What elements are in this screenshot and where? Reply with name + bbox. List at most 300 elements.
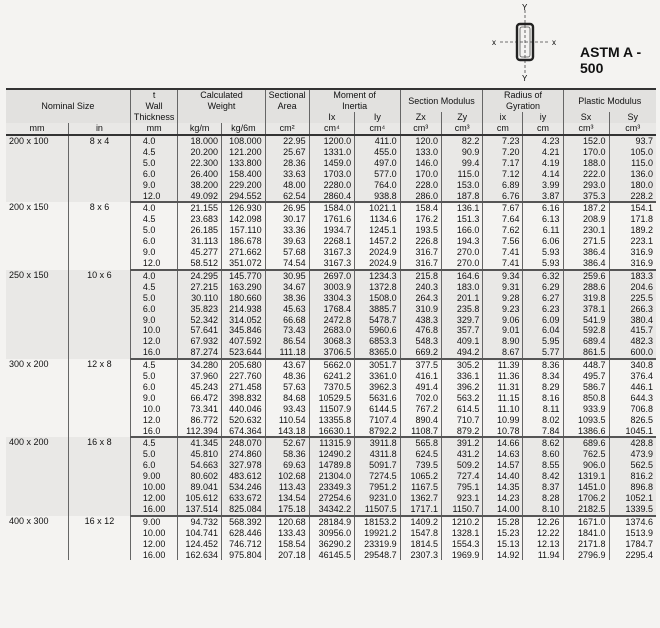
table-cell: 73.341 — [178, 404, 222, 415]
table-row — [6, 135, 656, 147]
table-cell: 201.1 — [442, 293, 483, 304]
table-row — [6, 516, 656, 528]
table-cell: 69.63 — [265, 460, 309, 471]
table-cell: 6.0 — [130, 382, 178, 393]
table-cell: 8.67 — [483, 347, 523, 359]
table-cell: 415.7 — [609, 325, 656, 336]
table-cell: 26.95 — [265, 202, 309, 214]
table-cell: 229.200 — [222, 180, 266, 191]
table-cell: 1784.7 — [609, 539, 656, 550]
table-cell: 175.18 — [265, 504, 309, 516]
table-cell: 520.632 — [222, 415, 266, 426]
table-cell: 6.27 — [523, 293, 563, 304]
table-cell: 235.8 — [442, 304, 483, 315]
table-cell: 35.823 — [178, 304, 222, 315]
table-cell: 180.660 — [222, 293, 266, 304]
table-cell: 73.43 — [265, 325, 309, 336]
table-cell: 34342.2 — [309, 504, 354, 516]
table-cell: 377.5 — [400, 359, 441, 371]
table-cell: 102.68 — [265, 471, 309, 482]
table-cell: 6.0 — [130, 304, 178, 315]
table-cell: 624.5 — [400, 449, 441, 460]
table-cell: 8.11 — [523, 404, 563, 415]
table-cell: 80.602 — [178, 471, 222, 482]
table-cell: 541.9 — [563, 315, 609, 326]
table-cell: 171.8 — [609, 214, 656, 225]
table-cell: 20.200 — [178, 147, 222, 158]
table-cell: 702.0 — [400, 393, 441, 404]
table-cell: 923.1 — [442, 493, 483, 504]
table-cell: 1093.5 — [563, 415, 609, 426]
table-cell: 497.0 — [355, 158, 400, 169]
table-cell: 1021.1 — [355, 202, 400, 214]
header-sectional-area: Sectional Area — [265, 89, 309, 112]
table-cell: 14.23 — [483, 493, 523, 504]
table-cell: 7951.2 — [355, 482, 400, 493]
table-cell: 225.5 — [609, 293, 656, 304]
table-cell: 1706.2 — [563, 493, 609, 504]
table-cell: 2860.4 — [309, 191, 354, 203]
table-cell: 6.23 — [523, 304, 563, 315]
table-cell: 8.16 — [523, 393, 563, 404]
table-cell: 345.846 — [222, 325, 266, 336]
table-cell: 82.2 — [442, 135, 483, 147]
table-cell: 105.0 — [609, 147, 656, 158]
table-cell: 6853.3 — [355, 336, 400, 347]
table-cell: 145.770 — [222, 270, 266, 282]
header-plastic-modulus: Plastic Modulus — [563, 89, 656, 112]
table-cell: 11.15 — [483, 393, 523, 404]
table-cell: 6241.2 — [309, 371, 354, 382]
table-cell: 93.7 — [609, 135, 656, 147]
table-cell: 7274.5 — [355, 471, 400, 482]
table-cell: 316.7 — [400, 258, 441, 270]
table-cell: 586.7 — [563, 382, 609, 393]
header-zx: Zx — [400, 112, 441, 123]
table-cell: 271.5 — [563, 236, 609, 247]
table-cell: 2171.8 — [563, 539, 609, 550]
table-cell: 5.93 — [523, 258, 563, 270]
table-cell: 6.89 — [483, 180, 523, 191]
table-cell: 86.772 — [178, 415, 222, 426]
table-cell: 674.364 — [222, 426, 266, 438]
table-cell: 689.4 — [563, 336, 609, 347]
table-cell: 222.0 — [563, 169, 609, 180]
table-cell: 294.552 — [222, 191, 266, 203]
table-cell: 162.634 — [178, 550, 222, 561]
table-cell: 440.046 — [222, 404, 266, 415]
section-properties-table — [6, 88, 656, 560]
table-cell: 15.13 — [483, 539, 523, 550]
header-calculated: Calculated Weight — [178, 89, 265, 112]
table-cell: 5.0 — [130, 293, 178, 304]
table-cell: 8.10 — [523, 504, 563, 516]
table-cell: 41.345 — [178, 437, 222, 449]
table-cell: 762.5 — [563, 449, 609, 460]
table-cell: 1339.5 — [609, 504, 656, 516]
table-cell: 143.18 — [265, 426, 309, 438]
table-cell: 6144.5 — [355, 404, 400, 415]
table-cell: 329.7 — [442, 315, 483, 326]
table-cell: 316.9 — [609, 258, 656, 270]
table-cell: 1761.6 — [309, 214, 354, 225]
table-cell: 26.400 — [178, 169, 222, 180]
header-ix: Ix — [309, 112, 354, 123]
table-cell: 1584.0 — [309, 202, 354, 214]
table-cell: 36290.2 — [309, 539, 354, 550]
table-cell: 2307.3 — [400, 550, 441, 561]
table-cell: 563.2 — [442, 393, 483, 404]
table-cell: 9.0 — [130, 180, 178, 191]
table-cell: 1245.1 — [355, 225, 400, 236]
table-cell: 104.741 — [178, 528, 222, 539]
table-cell: 146.0 — [400, 158, 441, 169]
table-cell: 10529.5 — [309, 393, 354, 404]
size-group — [6, 202, 656, 269]
table-cell: 8.28 — [523, 493, 563, 504]
table-cell: 8.55 — [523, 460, 563, 471]
table-cell: 9231.0 — [355, 493, 400, 504]
table-cell: 240.3 — [400, 282, 441, 293]
table-cell: 6.0 — [130, 460, 178, 471]
table-cell: 431.2 — [442, 449, 483, 460]
table-cell: 62.54 — [265, 191, 309, 203]
table-cell: 7.64 — [483, 214, 523, 225]
size-group — [6, 516, 656, 561]
size-group — [6, 359, 656, 437]
table-cell: 12.0 — [130, 258, 178, 270]
table-cell: 8.29 — [523, 382, 563, 393]
nominal-size-in: 8 x 6 — [69, 202, 131, 269]
table-cell: 3003.9 — [309, 282, 354, 293]
table-cell: 4.19 — [523, 158, 563, 169]
table-cell: 1508.0 — [355, 293, 400, 304]
table-cell: 16.00 — [130, 504, 178, 516]
table-cell: 633.672 — [222, 493, 266, 504]
table-cell: 34.67 — [265, 282, 309, 293]
table-cell: 2295.4 — [609, 550, 656, 561]
header-iy: Iy — [355, 112, 400, 123]
table-cell: 1768.4 — [309, 304, 354, 315]
table-cell: 187.2 — [563, 202, 609, 214]
table-cell: 1814.5 — [400, 539, 441, 550]
header-section-modulus: Section Modulus — [400, 89, 483, 112]
table-cell: 351.072 — [222, 258, 266, 270]
table-cell: 1134.6 — [355, 214, 400, 225]
table-cell: 99.4 — [442, 158, 483, 169]
table-cell: 9.00 — [130, 471, 178, 482]
table-cell: 816.2 — [609, 471, 656, 482]
table-cell: 205.680 — [222, 359, 266, 371]
table-cell: 12.0 — [130, 191, 178, 203]
table-cell: 259.6 — [563, 270, 609, 282]
table-cell: 74.54 — [265, 258, 309, 270]
table-cell: 45.63 — [265, 304, 309, 315]
nominal-size-in: 16 x 12 — [69, 516, 131, 561]
table-cell: 767.2 — [400, 404, 441, 415]
table-cell: 476.8 — [400, 325, 441, 336]
table-cell: 170.0 — [563, 147, 609, 158]
table-cell: 124.452 — [178, 539, 222, 550]
table-cell: 115.0 — [442, 169, 483, 180]
table-cell: 938.8 — [355, 191, 400, 203]
table-cell: 386.4 — [563, 258, 609, 270]
table-cell: 5.0 — [130, 371, 178, 382]
table-cell: 227.760 — [222, 371, 266, 382]
table-cell: 3706.5 — [309, 347, 354, 359]
table-cell: 4.0 — [130, 135, 178, 147]
table-cell: 166.0 — [442, 225, 483, 236]
table-cell: 3304.3 — [309, 293, 354, 304]
unit-cell: cm⁴ — [355, 123, 400, 135]
table-cell: 6.29 — [523, 282, 563, 293]
table-cell: 14.00 — [483, 504, 523, 516]
table-cell: 4.23 — [523, 135, 563, 147]
table-cell: 1167.5 — [400, 482, 441, 493]
table-cell: 10.78 — [483, 426, 523, 438]
table-cell: 9.06 — [483, 315, 523, 326]
table-cell: 27.215 — [178, 282, 222, 293]
table-cell: 48.00 — [265, 180, 309, 191]
unit-cell: cm⁴ — [309, 123, 354, 135]
table-cell: 1065.2 — [400, 471, 441, 482]
table-cell: 16.00 — [130, 550, 178, 561]
table-cell: 286.0 — [400, 191, 441, 203]
table-cell: 46145.5 — [309, 550, 354, 561]
nominal-size-in: 16 x 8 — [69, 437, 131, 515]
table-cell: 764.0 — [355, 180, 400, 191]
table-cell: 21304.0 — [309, 471, 354, 482]
table-cell: 22.300 — [178, 158, 222, 169]
table-cell: 396.2 — [442, 382, 483, 393]
table-cell: 411.0 — [355, 135, 400, 147]
table-cell: 37.960 — [178, 371, 222, 382]
table-cell: 16630.1 — [309, 426, 354, 438]
table-cell: 386.4 — [563, 247, 609, 258]
table-cell: 826.5 — [609, 415, 656, 426]
table-cell: 1671.0 — [563, 516, 609, 528]
header-nominal-size: Nominal Size — [6, 89, 130, 123]
table-cell: 28184.9 — [309, 516, 354, 528]
table-cell: 523.644 — [222, 347, 266, 359]
table-cell: 164.6 — [442, 270, 483, 282]
table-cell: 11315.9 — [309, 437, 354, 449]
table-cell: 592.8 — [563, 325, 609, 336]
table-cell: 7370.5 — [309, 382, 354, 393]
header-sx: Sx — [563, 112, 609, 123]
table-cell: 183.0 — [442, 282, 483, 293]
header-thickness: Thickness — [130, 112, 178, 123]
table-cell: 482.3 — [609, 336, 656, 347]
table-cell: 183.3 — [609, 270, 656, 282]
table-cell: 861.5 — [563, 347, 609, 359]
table-cell: 11.31 — [483, 382, 523, 393]
table-cell: 7.12 — [483, 169, 523, 180]
unit-cell: kg/m — [178, 123, 222, 135]
table-cell: 121.200 — [222, 147, 266, 158]
table-cell: 6.0 — [130, 236, 178, 247]
table-cell: 1108.7 — [400, 426, 441, 438]
table-cell: 8.02 — [523, 415, 563, 426]
table-cell: 7107.4 — [355, 415, 400, 426]
unit-cell: cm — [523, 123, 563, 135]
table-cell: 264.3 — [400, 293, 441, 304]
table-cell: 33.36 — [265, 225, 309, 236]
table-cell: 134.54 — [265, 493, 309, 504]
page-header — [0, 0, 660, 86]
table-cell: 5.93 — [523, 247, 563, 258]
table-cell: 9.00 — [130, 516, 178, 528]
table-cell: 568.392 — [222, 516, 266, 528]
table-cell: 314.052 — [222, 315, 266, 326]
table-cell: 4.5 — [130, 147, 178, 158]
table-cell: 825.084 — [222, 504, 266, 516]
table-cell: 577.0 — [355, 169, 400, 180]
table-cell: 428.8 — [609, 437, 656, 449]
table-cell: 7.41 — [483, 247, 523, 258]
table-cell: 1554.3 — [442, 539, 483, 550]
table-cell: 2182.5 — [563, 504, 609, 516]
table-cell: 5631.6 — [355, 393, 400, 404]
table-cell: 9.0 — [130, 315, 178, 326]
table-cell: 1210.2 — [442, 516, 483, 528]
table-cell: 319.8 — [563, 293, 609, 304]
table-cell: 407.592 — [222, 336, 266, 347]
nominal-size-in: 12 x 8 — [69, 359, 131, 437]
table-cell: 4.21 — [523, 147, 563, 158]
table-cell: 8.36 — [523, 359, 563, 371]
table-cell: 2472.8 — [309, 315, 354, 326]
table-cell: 120.0 — [400, 135, 441, 147]
table-cell: 1052.1 — [609, 493, 656, 504]
table-cell: 271.662 — [222, 247, 266, 258]
table-cell: 5662.0 — [309, 359, 354, 371]
table-cell: 9.01 — [483, 325, 523, 336]
unit-cell: cm² — [265, 123, 309, 135]
table-cell: 8.34 — [523, 371, 563, 382]
table-cell: 214.938 — [222, 304, 266, 315]
table-cell: 600.0 — [609, 347, 656, 359]
units-row — [6, 123, 656, 135]
table-cell: 8.90 — [483, 336, 523, 347]
table-cell: 39.63 — [265, 236, 309, 247]
table-cell: 1374.6 — [609, 516, 656, 528]
table-cell: 30.95 — [265, 270, 309, 282]
table-cell: 562.5 — [609, 460, 656, 471]
table-cell: 380.4 — [609, 315, 656, 326]
table-cell: 1386.6 — [563, 426, 609, 438]
table-cell: 327.978 — [222, 460, 266, 471]
table-cell: 305.2 — [442, 359, 483, 371]
table-cell: 933.9 — [563, 404, 609, 415]
table-cell: 316.9 — [609, 247, 656, 258]
table-cell: 57.68 — [265, 247, 309, 258]
unit-cell: cm³ — [609, 123, 656, 135]
table-cell: 110.54 — [265, 415, 309, 426]
table-cell: 6.76 — [483, 191, 523, 203]
table-cell: 93.43 — [265, 404, 309, 415]
table-cell: 189.2 — [609, 225, 656, 236]
table-cell: 23319.9 — [355, 539, 400, 550]
table-cell: 4.14 — [523, 169, 563, 180]
table-cell: 215.8 — [400, 270, 441, 282]
table-cell: 509.2 — [442, 460, 483, 471]
table-cell: 376.4 — [609, 371, 656, 382]
unit-cell: kg/6m — [222, 123, 266, 135]
table-cell: 1934.7 — [309, 225, 354, 236]
table-cell: 186.678 — [222, 236, 266, 247]
table-cell: 230.1 — [563, 225, 609, 236]
table-cell: 398.832 — [222, 393, 266, 404]
table-cell: 4.5 — [130, 282, 178, 293]
table-cell: 1328.1 — [442, 528, 483, 539]
unit-cell: mm — [6, 123, 69, 135]
unit-cell: in — [69, 123, 131, 135]
table-cell: 565.8 — [400, 437, 441, 449]
table-cell: 248.070 — [222, 437, 266, 449]
table-cell: 94.732 — [178, 516, 222, 528]
table-cell: 270.0 — [442, 247, 483, 258]
table-cell: 9.0 — [130, 393, 178, 404]
table-cell: 31.113 — [178, 236, 222, 247]
table-cell: 33.63 — [265, 169, 309, 180]
table-cell: 1200.0 — [309, 135, 354, 147]
table-cell: 2683.0 — [309, 325, 354, 336]
table-cell: 3167.3 — [309, 247, 354, 258]
unit-cell: cm³ — [442, 123, 483, 135]
table-cell: 170.0 — [400, 169, 441, 180]
table-cell: 455.0 — [355, 147, 400, 158]
table-cell: 3962.3 — [355, 382, 400, 393]
table-cell: 5.0 — [130, 225, 178, 236]
table-cell: 14.92 — [483, 550, 523, 561]
nominal-size-in: 10 x 6 — [69, 270, 131, 359]
table-cell: 669.2 — [400, 347, 441, 359]
unit-cell: cm — [483, 123, 523, 135]
table-cell: 58.36 — [265, 449, 309, 460]
table-cell: 266.3 — [609, 304, 656, 315]
table-cell: 2280.0 — [309, 180, 354, 191]
table-cell: 7.56 — [483, 236, 523, 247]
table-cell: 23.683 — [178, 214, 222, 225]
table-cell: 5478.7 — [355, 315, 400, 326]
table-cell: 12.0 — [130, 415, 178, 426]
table-cell: 4.5 — [130, 214, 178, 225]
table-cell: 108.000 — [222, 135, 266, 147]
table-cell: 644.3 — [609, 393, 656, 404]
table-cell: 112.394 — [178, 426, 222, 438]
table-cell: 223.1 — [609, 236, 656, 247]
table-cell: 30956.0 — [309, 528, 354, 539]
table-cell: 1717.1 — [400, 504, 441, 516]
table-cell: 6.0 — [130, 169, 178, 180]
table-cell: 194.3 — [442, 236, 483, 247]
table-cell: 336.1 — [442, 371, 483, 382]
table-cell: 52.67 — [265, 437, 309, 449]
table-cell: 11.10 — [483, 404, 523, 415]
table-cell: 3361.0 — [355, 371, 400, 382]
table-cell: 448.7 — [563, 359, 609, 371]
table-cell: 1362.7 — [400, 493, 441, 504]
table-cell: 3885.7 — [355, 304, 400, 315]
table-row — [6, 270, 656, 282]
table-cell: 293.0 — [563, 180, 609, 191]
table-cell: 11.36 — [483, 371, 523, 382]
axis-x-right-label: x — [552, 38, 556, 47]
axis-y-bottom-label: Y — [522, 74, 528, 82]
table-cell: 187.8 — [442, 191, 483, 203]
axis-y-top-label: Y — [522, 3, 528, 12]
